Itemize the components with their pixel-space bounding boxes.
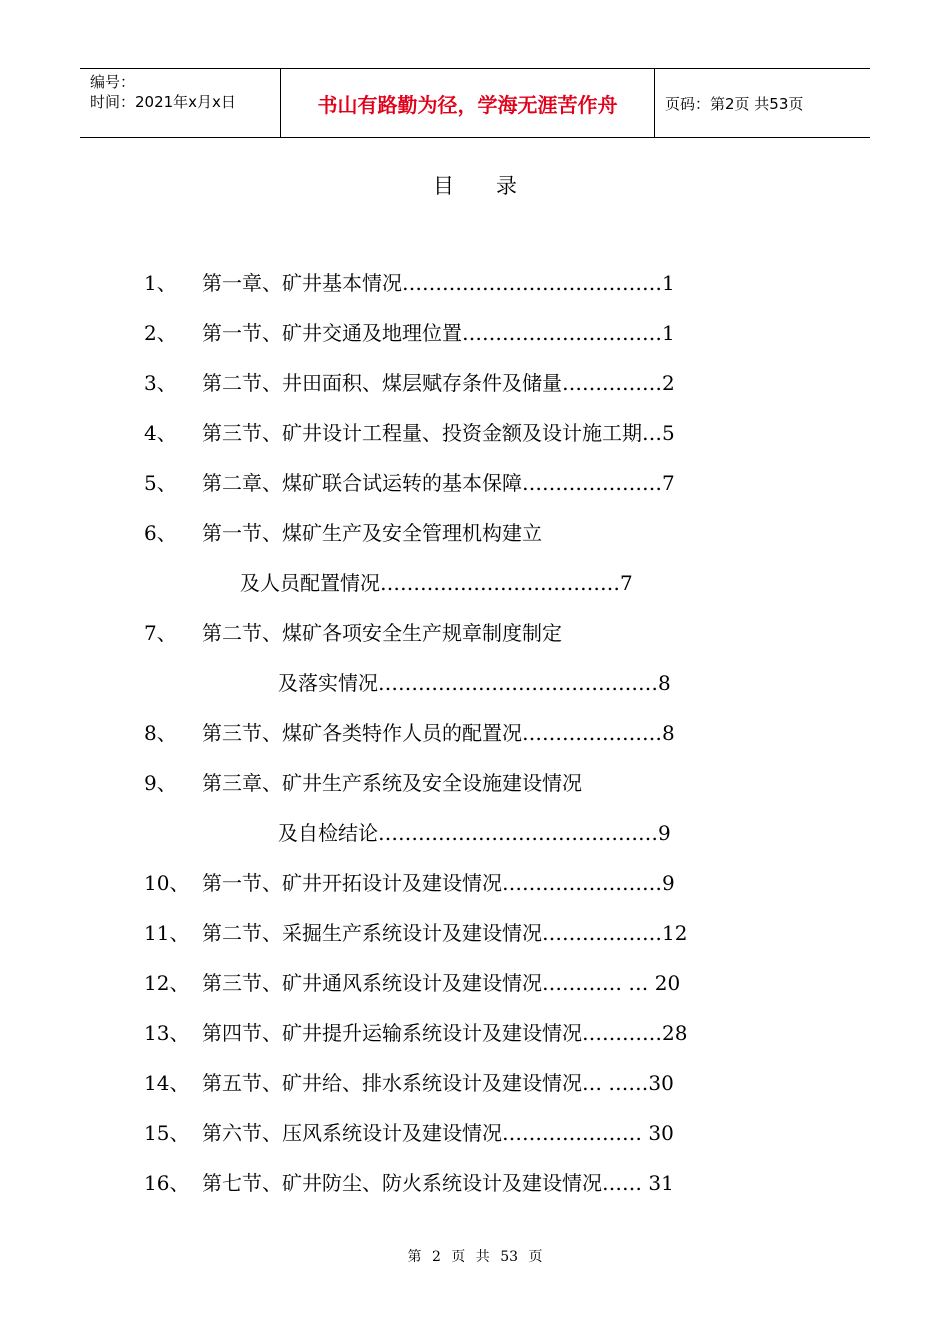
toc-row-number: 12、	[144, 971, 190, 995]
toc-row-continuation[interactable]	[0, 558, 950, 608]
header-meta	[80, 69, 281, 137]
toc-row-text: 第三节、煤矿各类特作人员的配置况…………………8	[202, 721, 675, 745]
toc-row[interactable]	[0, 1158, 950, 1208]
header-motto: 书山有路勤为径，学海无涯苦作舟	[281, 69, 655, 137]
toc-row[interactable]	[0, 958, 950, 1008]
toc-row-number: 11、	[144, 921, 190, 945]
table-of-contents	[0, 258, 950, 1208]
toc-row-number: 10、	[144, 871, 190, 895]
toc-row[interactable]	[0, 758, 950, 808]
toc-row-number: 6、	[144, 521, 177, 545]
toc-row[interactable]	[0, 358, 950, 408]
page-footer: 第 2 页 共 53 页	[407, 1249, 543, 1265]
toc-row-text: 第三节、矿井设计工程量、投资金额及设计施工期…5	[202, 421, 675, 445]
toc-row-number: 9、	[144, 771, 177, 795]
toc-row-text: 第二章、煤矿联合试运转的基本保障…………………7	[202, 471, 675, 495]
toc-row-text: 第一节、矿井交通及地理位置…………………………1	[202, 321, 675, 345]
toc-row-continuation[interactable]	[0, 658, 950, 708]
toc-row-text: 第四节、矿井提升运输系统设计及建设情况…………28	[202, 1021, 688, 1045]
toc-row[interactable]	[0, 508, 950, 558]
serial-number-label: 编号：	[90, 73, 136, 91]
toc-row-number: 4、	[144, 421, 177, 445]
toc-row[interactable]	[0, 408, 950, 458]
toc-row[interactable]	[0, 708, 950, 758]
toc-row-number: 2、	[144, 321, 177, 345]
toc-row-number: 8、	[144, 721, 177, 745]
toc-row[interactable]	[0, 858, 950, 908]
toc-row[interactable]	[0, 608, 950, 658]
toc-row-text: 第一节、煤矿生产及安全管理机构建立	[202, 521, 542, 545]
toc-row[interactable]	[0, 458, 950, 508]
toc-row-number: 15、	[144, 1121, 190, 1145]
toc-row-text: 第三章、矿井生产系统及安全设施建设情况	[202, 771, 582, 795]
toc-row-text: 及自检结论……………………………………9	[278, 821, 671, 845]
toc-row[interactable]	[0, 1008, 950, 1058]
toc-row-text: 第三节、矿井通风系统设计及建设情况………… … 20	[202, 971, 681, 995]
toc-row-text: 第一章、矿井基本情况…………………………………1	[202, 271, 675, 295]
toc-row-text: 第六节、压风系统设计及建设情况………………… 30	[202, 1121, 674, 1145]
toc-row-text: 第二节、井田面积、煤层赋存条件及储量……………2	[202, 371, 675, 395]
toc-row[interactable]	[0, 1108, 950, 1158]
toc-row-number: 14、	[144, 1071, 190, 1095]
toc-row[interactable]	[0, 908, 950, 958]
toc-row-text: 第二节、煤矿各项安全生产规章制度制定	[202, 621, 562, 645]
toc-row-number: 1、	[144, 271, 177, 295]
toc-row-number: 5、	[144, 471, 177, 495]
toc-row-number: 13、	[144, 1021, 190, 1045]
toc-row-number: 3、	[144, 371, 177, 395]
toc-row-number: 7、	[144, 621, 177, 645]
toc-row[interactable]	[0, 308, 950, 358]
toc-row-number: 16、	[144, 1171, 190, 1195]
header-page-info: 页码：第2页 共53页	[665, 94, 804, 113]
toc-row-text: 第二节、采掘生产系统设计及建设情况………………12	[202, 921, 688, 945]
time-label: 时间：2021年x月x日	[90, 93, 236, 111]
toc-row[interactable]	[0, 1058, 950, 1108]
toc-title: 目录	[433, 174, 559, 198]
toc-row-text: 第一节、矿井开拓设计及建设情况……………………9	[202, 871, 675, 895]
toc-row-text: 及落实情况……………………………………8	[278, 671, 671, 695]
toc-row-text: 及人员配置情况………………………………7	[240, 571, 633, 595]
page-header	[80, 68, 870, 138]
toc-row[interactable]	[0, 258, 950, 308]
toc-row-text: 第五节、矿井给、排水系统设计及建设情况… ……30	[202, 1071, 674, 1095]
toc-row-text: 第七节、矿井防尘、防火系统设计及建设情况…… 31	[202, 1171, 674, 1195]
toc-row-continuation[interactable]	[0, 808, 950, 858]
